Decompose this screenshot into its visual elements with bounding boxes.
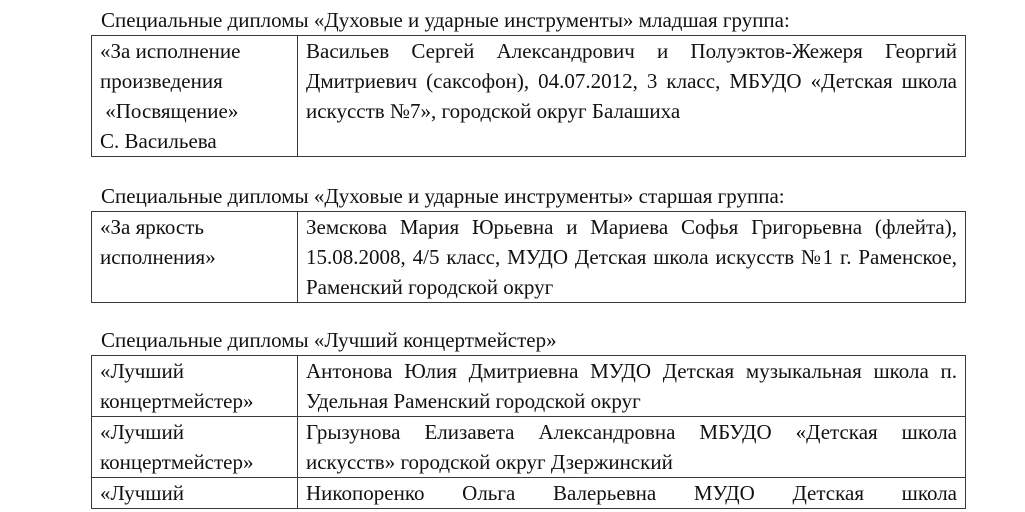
section-heading-junior-winds: Специальные дипломы «Духовые и ударные инструменты» младшая группа: [101, 8, 790, 32]
award-text: концертмейстер» [100, 450, 254, 474]
winner-cell: Земскова Мария Юрьевна и Мариева Софья Григорьевна (флейта), 15.08.2008, 4/5 класс, МУДО Детская школа искусств №1 г. Раменское, Раменский городской округ [298, 212, 966, 303]
award-text: «Лучший [100, 359, 184, 383]
diploma-table-junior-winds [91, 35, 966, 157]
winner-cell: Никопоренко Ольга Валерьевна МУДО Детская школа [298, 478, 966, 509]
award-cell [92, 478, 298, 509]
award-text: «За исполнение [100, 39, 241, 63]
award-text: концертмейстер» [100, 389, 254, 413]
award-text: исполнения» [100, 245, 216, 269]
award-cell [92, 356, 298, 417]
section-spacer [91, 303, 966, 325]
section-heading-senior-winds: Специальные дипломы «Духовые и ударные инструменты» старшая группа: [101, 184, 785, 208]
award-text: «Лучший [100, 420, 184, 444]
award-text: «Посвящение» [100, 99, 239, 123]
table-row [92, 478, 966, 509]
winner-cell: Антонова Юлия Дмитриевна МУДО Детская музыкальная школа п. Удельная Раменский городской округ [298, 356, 966, 417]
award-text: «За яркость [100, 215, 204, 239]
diploma-table-senior-winds [91, 211, 966, 303]
diploma-table-best-accompanist [91, 355, 966, 509]
table-row [92, 36, 966, 157]
table-row [92, 356, 966, 417]
award-cell [92, 212, 298, 303]
section-spacer [91, 157, 966, 181]
table-row [92, 417, 966, 478]
award-text: «Лучший [100, 481, 184, 505]
award-cell [92, 417, 298, 478]
award-text: С. Васильева [100, 129, 217, 153]
award-cell [92, 36, 298, 157]
winner-cell: Васильев Сергей Александрович и Полуэктов-Жежеря Георгий Дмитриевич (саксофон), 04.07.2012, 3 класс, МБУДО «Детская школа искусств №7», городской округ Балашиха [298, 36, 966, 157]
winner-cell: Грызунова Елизавета Александровна МБУДО «Детская школа искусств» городской округ Дзержинский [298, 417, 966, 478]
document-page [91, 5, 966, 509]
award-text: произведения [100, 69, 223, 93]
table-row [92, 212, 966, 303]
section-heading-best-accompanist: Специальные дипломы «Лучший концертмейстер» [101, 328, 557, 352]
